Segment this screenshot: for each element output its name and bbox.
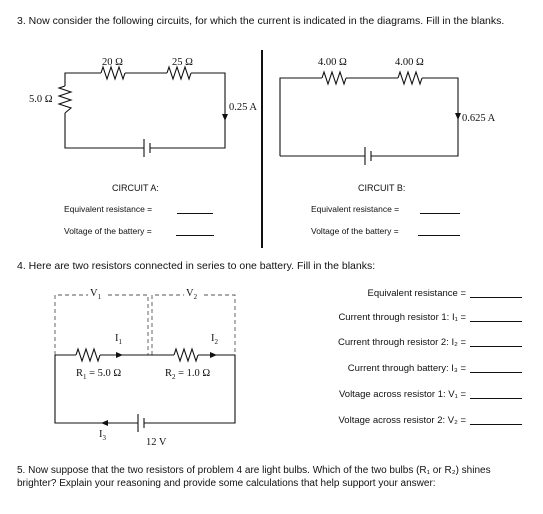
- question-3-text: 3. Now consider the following circuits, for which the current is indicated in the diagrams. Fill in the blanks.: [17, 15, 505, 27]
- circuit-a-label-25ohm: 25 Ω: [172, 57, 193, 68]
- q4-blank-eq[interactable]: [470, 297, 522, 298]
- circuit-a-eq-blank[interactable]: [177, 213, 213, 214]
- circuit-b-resistor-1: [322, 72, 346, 84]
- circuit-a-volt-blank[interactable]: [176, 235, 214, 236]
- q4-label-r2: $R_2 = 1.0$ Ω: [165, 368, 211, 382]
- q4-resistor-1: [76, 349, 100, 361]
- q4-blank-i3[interactable]: [470, 372, 522, 373]
- q4-arrow-i2: [210, 352, 217, 358]
- circuit-a-volt-label: Voltage of the battery =: [64, 226, 152, 236]
- circuit-b-label-r1: 4.00 Ω: [318, 57, 347, 68]
- q4-blank-v1[interactable]: [470, 398, 522, 399]
- q4-label-v1: $V_1$: [90, 288, 102, 302]
- circuit-b-title: CIRCUIT B:: [358, 183, 406, 193]
- q4-label-battery: 12 V: [146, 437, 167, 448]
- circuit-a-label-5ohm: 5.0 Ω: [29, 94, 53, 105]
- circuit-b-volt-label: Voltage of the battery =: [311, 226, 399, 236]
- circuit-b-eq-blank[interactable]: [420, 213, 460, 214]
- q4-label-i1: $I_1$: [115, 333, 122, 347]
- q4-blank-label-eq: Equivalent resistance =: [367, 288, 466, 299]
- circuit-b-eq-label: Equivalent resistance =: [311, 204, 400, 214]
- q4-blank-label-i1: Current through resistor 1: I₁ =: [338, 312, 466, 323]
- circuit-b-label-r2: 4.00 Ω: [395, 57, 424, 68]
- q4-label-i3: $I_3$: [99, 429, 106, 443]
- q4-label-v2: $V_2$: [186, 288, 198, 302]
- q4-label-r1: $R_1 = 5.0$ Ω: [76, 368, 122, 382]
- q4-resistor-2: [174, 349, 198, 361]
- circuit-a-label-20ohm: 20 Ω: [102, 57, 123, 68]
- circuit-b-diagram: [280, 72, 461, 165]
- circuit-a-resistor-5: [59, 86, 71, 113]
- circuit-a-wire-topleft: [65, 73, 101, 86]
- q4-blank-label-v2: Voltage across resistor 2: V₂ =: [338, 415, 466, 426]
- q4-blank-label-i2: Current through resistor 2: I₂ =: [337, 337, 466, 348]
- circuit-a-diagram: [59, 67, 228, 157]
- circuit-a-resistor-25: [167, 67, 191, 79]
- q4-circuit-diagram: [55, 295, 235, 432]
- circuit-b-resistor-2: [398, 72, 422, 84]
- q4-blank-v2[interactable]: [470, 424, 522, 425]
- circuit-b-current-arrow: [455, 113, 461, 120]
- question-4-text: 4. Here are two resistors connected in series to one battery. Fill in the blanks:: [17, 260, 376, 272]
- q4-arrow-i3: [101, 420, 108, 426]
- circuit-b-volt-blank[interactable]: [418, 235, 460, 236]
- q4-blank-i2[interactable]: [470, 346, 522, 347]
- q4-blank-label-v1: Voltage across resistor 1: V₁ =: [338, 389, 466, 400]
- q4-arrow-i1: [116, 352, 123, 358]
- question-5-text: 5. Now suppose that the two resistors of problem 4 are light bulbs. Which of the two bulbs (R₁ or R₂) shines brighter? Explain your reasoning and provide some calculations that help support your answer:: [17, 465, 491, 489]
- q4-blank-label-i3: Current through battery: I₃ =: [347, 363, 466, 374]
- circuit-a-eq-label: Equivalent resistance =: [64, 204, 153, 214]
- q4-blank-i1[interactable]: [470, 321, 522, 322]
- circuit-b-label-current: 0.625 A: [462, 113, 496, 124]
- circuit-a-label-current: 0.25 A: [229, 102, 258, 113]
- circuit-a-title: CIRCUIT A:: [112, 183, 159, 193]
- q4-label-i2: $I_2$: [211, 333, 218, 347]
- circuit-a-resistor-20: [101, 67, 125, 79]
- circuit-a-current-arrow: [222, 114, 228, 121]
